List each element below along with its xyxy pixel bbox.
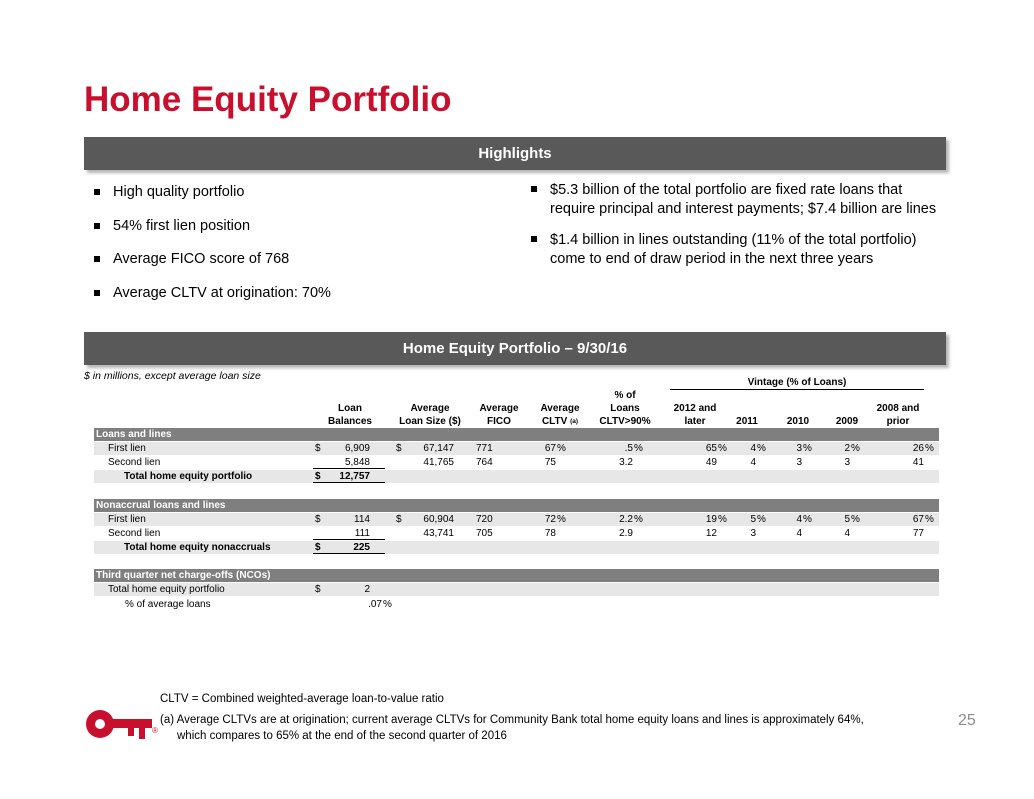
table-row: Second lien 5,848 41,765 764 75 3.2 49 4 3 3 41 (108, 457, 924, 468)
highlights-header: Highlights (84, 137, 946, 170)
table-row: Total home equity portfolio $ 2 (94, 583, 939, 596)
underline (313, 468, 385, 469)
table-row: First lien $ 6,909 $ 67,147 771 67 % .5 % 65 % 4 % 3 % 2 % 26 % (94, 442, 939, 455)
vintage-header: Vintage (% of Loans) (670, 377, 924, 390)
list-item: Average CLTV at origination: 70% (94, 285, 331, 301)
col-vintage-2009: 2009 (835, 416, 859, 427)
section-loans-and-lines: Loans and lines (94, 428, 939, 441)
table-note: $ in millions, except average loan size (84, 370, 261, 382)
highlights-left-list (94, 184, 331, 318)
table-row-total: Total home equity portfolio $ 12,757 (94, 470, 939, 483)
page-title: Home Equity Portfolio (84, 80, 452, 119)
list-item: High quality portfolio (94, 184, 331, 200)
cltv-definition: CLTV = Combined weighted-average loan-to-value ratio (160, 693, 444, 705)
list-item: $5.3 billion of the total portfolio are fixed rate loans that require principal and interest payments; $7.4 billion are lines (531, 181, 951, 219)
section-nco: Third quarter net charge-offs (NCOs) (94, 569, 939, 582)
col-avg-fico: Average FICO (479, 403, 519, 427)
list-item: $1.4 billion in lines outstanding (11% of the total portfolio) come to end of draw period in the next three years (531, 231, 951, 269)
section-nonaccrual: Nonaccrual loans and lines (94, 499, 939, 512)
list-item: 54% first lien position (94, 218, 331, 234)
col-avg-cltv: Average CLTV $^{(a)}$ (540, 403, 580, 427)
col-vintage-2010: 2010 (786, 416, 810, 427)
table-row: First lien $ 114 $ 60,904 720 72 % 2.2 % 19 % 5 % 4 % 5 % 67 % (94, 513, 939, 526)
key-logo: ® (84, 706, 160, 747)
footnotes (160, 691, 864, 744)
double-underline (313, 553, 385, 554)
col-avg-loan-size: Average Loan Size ($) (399, 403, 461, 427)
col-vintage-2011: 2011 (736, 416, 758, 427)
col-pct-loans: % of Loans CLTV>90% (599, 390, 651, 427)
key-icon (84, 706, 160, 742)
col-vintage-2012: 2012 and later (673, 403, 717, 427)
double-underline (313, 482, 385, 483)
col-loan-balances: Loan Balances (328, 403, 372, 427)
underline (313, 539, 385, 540)
page-number: 25 (958, 712, 976, 729)
portfolio-table-header: Home Equity Portfolio – 9/30/16 (84, 332, 946, 365)
table-row: Second lien 111 43,741 705 78 2.9 12 3 4 4 77 (108, 528, 924, 539)
col-vintage-2008: 2008 and prior (876, 403, 920, 427)
list-item: Average FICO score of 768 (94, 251, 331, 267)
footnote-a-line1: (a) Average CLTVs are at origination; current average CLTVs for Community Bank total home equity loans and lines is approximately 64%, (160, 714, 864, 726)
highlights-right-list (531, 181, 951, 281)
footnote-a-line2: which compares to 65% at the end of the second quarter of 2016 (177, 730, 507, 742)
table-row: % of average loans .07 % (125, 599, 392, 610)
table-row-total: Total home equity nonaccruals $ 225 (94, 541, 939, 554)
